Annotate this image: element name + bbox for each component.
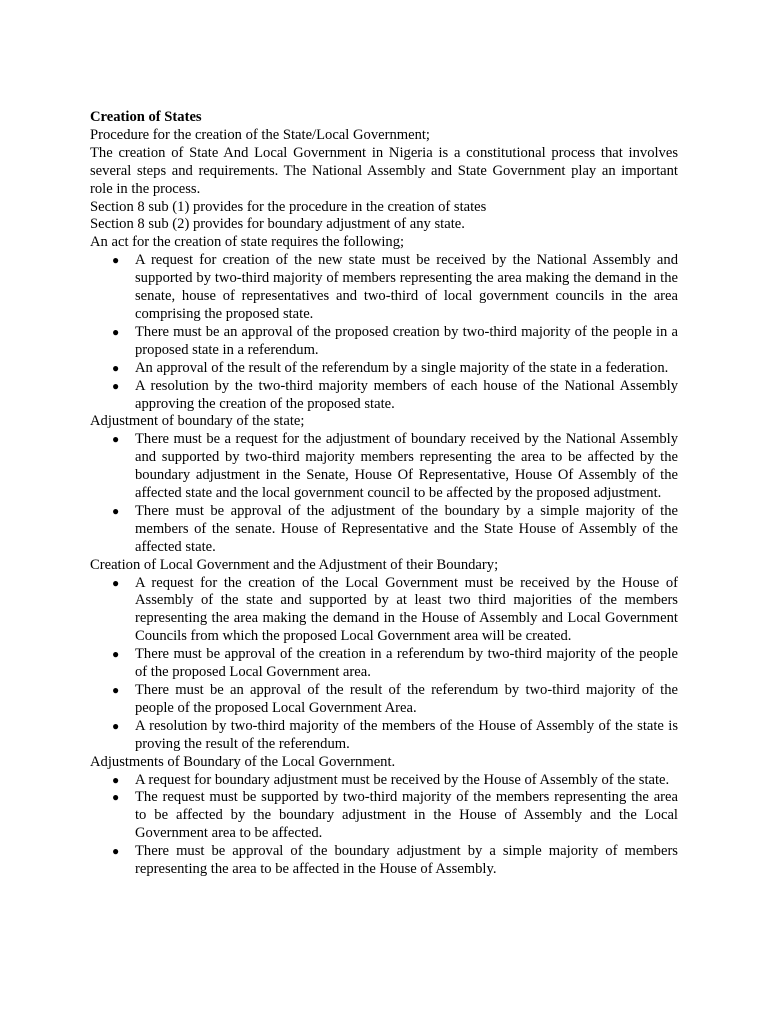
- intro-procedure: Procedure for the creation of the State/Local Government;: [90, 126, 430, 143]
- list-item-text: The request must be supported by two-third majority of the members representing the area to be affected by the boundary adjustment in the House of Assembly and the Local Government area to be affected.: [135, 789, 678, 842]
- list-item-text: There must be approval of the boundary adjustment by a simple majority of members representing the area to be affected in the House of Assembly.: [135, 843, 678, 878]
- bullet-icon: ●: [112, 253, 120, 268]
- list-item: [90, 360, 678, 378]
- bullet-icon: ●: [112, 790, 120, 805]
- list-item: [90, 682, 678, 718]
- state-boundary-list: [90, 431, 678, 556]
- list-item-text: An approval of the result of the referendum by a single majority of the state in a federation.: [135, 359, 669, 376]
- bullet-icon: ●: [112, 718, 120, 733]
- list-item: [90, 324, 678, 360]
- list-item-text: A request for the creation of the Local Government must be received by the House of Assembly of the state and supported by at least two third majorities of the members representing the area making the demand in the House of Assembly and Local Government Councils from which the proposed Local Government area will be created.: [135, 574, 678, 645]
- document-page: [90, 109, 678, 879]
- bullet-icon: ●: [112, 324, 120, 339]
- state-creation-list: [90, 252, 678, 413]
- state-boundary-heading: Adjustment of boundary of the state;: [90, 413, 305, 430]
- list-item: [90, 503, 678, 557]
- section-8-sub-1: Section 8 sub (1) provides for the procedure in the creation of states: [90, 198, 487, 215]
- list-item-text: There must be an approval of the proposed creation by two-third majority of the people in a proposed state in a referendum.: [135, 323, 678, 358]
- list-item: [90, 718, 678, 754]
- list-item-text: A resolution by two-third majority of the members of the House of Assembly of the state is proving the result of the referendum.: [135, 717, 678, 752]
- act-requirements-heading: An act for the creation of state requires the following;: [90, 234, 405, 251]
- bullet-icon: ●: [112, 683, 120, 697]
- document-title: Creation of States: [90, 109, 202, 125]
- lg-creation-list: [90, 575, 678, 754]
- bullet-icon: ●: [112, 503, 120, 518]
- list-item-text: A resolution by the two-third majority members of each house of the National Assembly approving the creation of the proposed state.: [135, 377, 678, 412]
- list-item: [90, 789, 678, 843]
- bullet-icon: ●: [112, 378, 120, 393]
- bullet-icon: ●: [112, 772, 120, 787]
- bullet-icon: ●: [112, 432, 120, 447]
- bullet-icon: ●: [112, 575, 120, 590]
- list-item-text: There must be an approval of the result of the referendum by two-third majority of the people of the proposed Local Government Area.: [135, 682, 678, 716]
- list-item-text: A request for creation of the new state must be received by the National Assembly and supported by two-third majority of members representing the area making the demand in the senate, house of representatives and two-third of local government councils in the area comprising the proposed state.: [135, 252, 678, 322]
- bullet-icon: ●: [112, 647, 120, 662]
- list-item-text: There must be approval of the creation in a referendum by two-third majority of the people of the proposed Local Government area.: [135, 646, 678, 681]
- list-item-text: There must be a request for the adjustment of boundary received by the National Assembly and supported by two-third majority members representing the area to be affected by the boundary adjustment in the Senate, House Of Representative, House Of Assembly of the affected state and the local government council to be affected by the proposed adjustment.: [135, 431, 678, 502]
- list-item: [90, 646, 678, 682]
- list-item: [90, 575, 678, 647]
- bullet-icon: ●: [112, 360, 120, 375]
- lg-boundary-heading: Adjustments of Boundary of the Local Government.: [90, 753, 396, 770]
- list-item: [90, 772, 678, 790]
- intro-paragraph: The creation of State And Local Government in Nigeria is a constitutional process that involves several steps and requirements. The National Assembly and State Government play an important role in the process.: [90, 144, 678, 197]
- list-item: [90, 252, 678, 324]
- bullet-icon: ●: [112, 844, 120, 859]
- list-item-text: There must be approval of the adjustment of the boundary by a simple majority of the members of the senate. House of Representative and the State House of Assembly of the affected state.: [135, 502, 678, 555]
- list-item-text: A request for boundary adjustment must be received by the House of Assembly of the state.: [135, 771, 670, 788]
- section-8-sub-2: Section 8 sub (2) provides for boundary adjustment of any state.: [90, 216, 465, 233]
- list-item: [90, 431, 678, 503]
- list-item: [90, 843, 678, 879]
- list-item: [90, 378, 678, 414]
- lg-boundary-list: [90, 772, 678, 879]
- lg-creation-heading: Creation of Local Government and the Adjustment of their Boundary;: [90, 556, 499, 573]
